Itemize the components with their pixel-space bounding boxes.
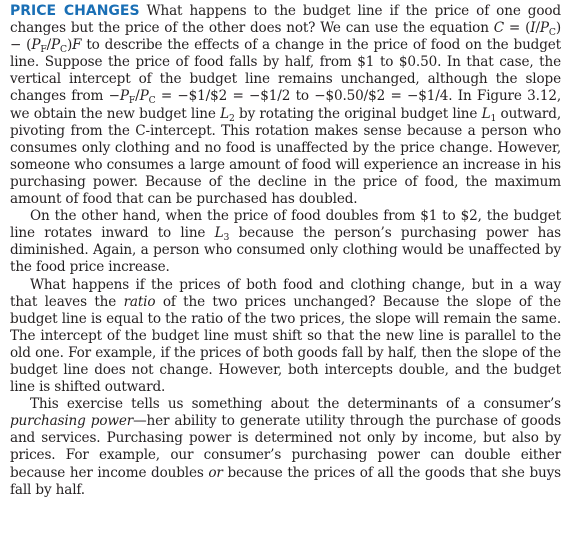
paragraph-purchasing-power [10,396,561,499]
slope-p: P [119,88,129,105]
line-l2: L [220,105,229,122]
p1-intro: What happens to the budget line if the price of one good changes but the price of the other does not? We can use the equation [10,3,561,37]
eq-f: F [72,37,82,54]
p2-text-a: On the other hand, when the price of food doubles from $1 to $2, the budget line rotates inward to line [10,208,561,242]
p1-text-c: by rotating the original budget line [234,105,482,122]
line-l1: L [481,105,491,122]
eq-p: P [31,37,41,54]
p4-text-a: This exercise tells us something about the determinants of a consumer’s [30,396,561,413]
eq-p: P [539,20,549,37]
slope-sub: C [148,95,156,107]
p3-text-b: of the two prices unchanged? Because the slope of the budget line is equal to the ratio of the two prices, the slope will remain the same. The intercept of the budget line must shift so that the new line is parallel to the old one. For example, if the prices of both goods fall by half, then the slope of the budget line does not change. However, both intercepts double, and the budget line is shifted outward. [10,293,561,396]
eq-part: / [535,20,540,37]
p1-text-a: to describe the effects of a change in the price of food on the budget line. Suppose the price of food falls by half, from $1 to $0.50. In that case, the vertical intercept of the budget line remains unchanged, although the slope changes from − [10,37,561,105]
eq-c: C [493,20,505,37]
p4-text-b: —her ability to generate utility through the purchase of goods and services. Purchasing power is determined not only by income, but also by prices. For example, our consumer’s purchasing power can double either because her income doubles [10,413,561,481]
slope-sub: F [128,95,136,107]
p4-text-c: because the prices of all the goods that she buys fall by half. [10,464,561,498]
eq-sub: C [548,26,556,38]
line-l2-sub: 2 [228,112,235,124]
runin-heading: PRICE CHANGES [10,3,140,19]
eq-sub: C [60,43,67,55]
paragraph-price-changes [10,3,561,208]
slope-part: / [135,88,140,105]
eq-p: P [51,37,61,54]
eq-part: / [46,37,52,54]
slope-expression [119,88,156,107]
p2-text-b: because the person’s purchasing power has diminished. Again, a person who consumed only clothing would be unaffected by the food price increase. [10,225,561,276]
line-l1-sub: 1 [490,112,497,124]
eq-part: ) − ( [10,20,561,54]
line-l3: L [214,225,224,242]
eq-part: = ( [504,20,531,37]
paragraph-ratio [10,277,561,397]
p3-ratio-emphasis: ratio [123,293,156,310]
p4-or-emphasis: or [208,464,223,481]
line-l3-sub: 3 [223,231,230,243]
eq-i: I [530,20,536,37]
p1-text-d: outward, pivoting from the C-intercept. This rotation makes sense because a person who consumes only clothing and no food is unaffected by the price change. However, someone who consumes a large amount of food will experience an increase in his purchasing power. Because of the decline in the price of food, the maximum amount of food that can be purchased has doubled. [10,105,561,208]
slope-p: P [139,88,149,105]
p1-text-b: = −$1/$2 = −$1/2 to −$0.50/$2 = −$1/4. In Figure 3.12, we obtain the new budget line [10,88,561,122]
eq-part: ) [66,37,73,54]
paragraph-price-doubles [10,208,561,276]
eq-sub: F [40,43,47,55]
p3-text-a: What happens if the prices of both food and clothing change, but in a way that leaves the [10,276,561,310]
p4-purchasing-power-term: purchasing power [10,413,134,430]
